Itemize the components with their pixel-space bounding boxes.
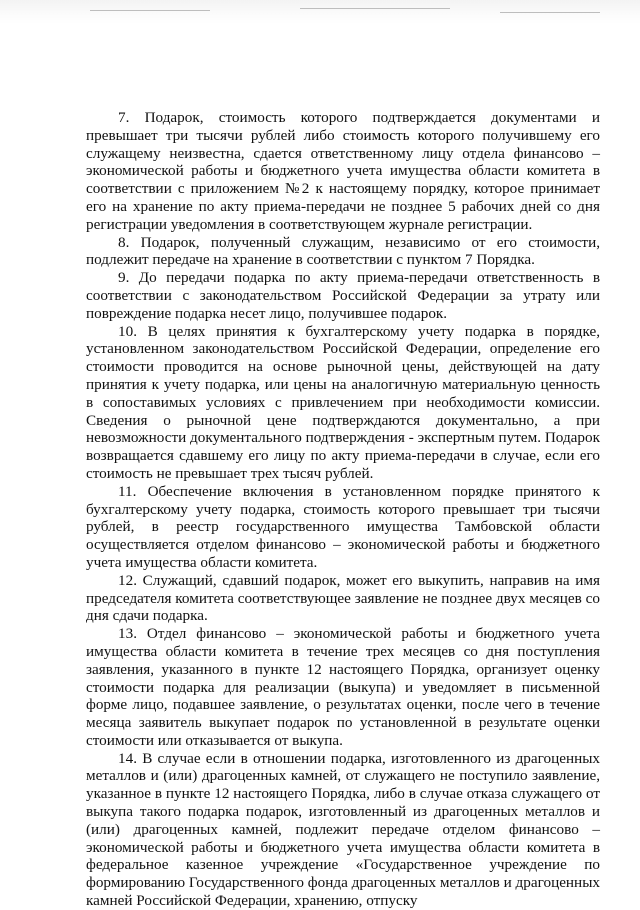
scan-edge-artifact	[0, 0, 640, 24]
paragraph-14: 14. В случае если в отношении подарка, изготовленного из драгоценных металлов и (или) драгоценных камней, от служащего не поступило заявление, указанное в пункте 12 настоящего Порядка, либо в случае отказа служащего от выкупа такого подарка подарок, изготовленный из драгоценных металлов и (или) драгоценных камней, подлежит передаче отделом финансово – экономической работы и бюджетного учета имущества области комитета в федеральное казенное учреждение «Государственное учреждение по формированию Государственного фонда драгоценных металлов и драгоценных камней Российской Федерации, хранению, отпуску	[86, 749, 600, 910]
paragraph-11: 11. Обеспечение включения в установленном порядке принятого к бухгалтерскому учету подарка, стоимость которого превышает три тысячи рублей, в реестр государственного имущества Тамбовской области осуществляется отделом финансово – экономической работы и бюджетного учета имущества области комитета.	[86, 482, 600, 571]
paragraph-13: 13. Отдел финансово – экономической работы и бюджетного учета имущества области комитета в течение трех месяцев со дня поступления заявления, указанного в пункте 12 настоящего Порядка, организует оценку стоимости подарка для реализации (выкупа) и уведомляет в письменной форме лицо, подавшее заявление, о результатах оценки, после чего в течение месяца заявитель выкупает подарок по установленной в результате оценки стоимости или отказывается от выкупа.	[86, 625, 600, 749]
scan-line-artifact	[500, 12, 600, 13]
document-page	[86, 109, 600, 910]
paragraph-7: 7. Подарок, стоимость которого подтверждается документами и превышает три тысячи рублей либо стоимость которого получившему его служащему неизвестна, сдается ответственному лицу отдела финансово – экономической работы и бюджетного учета имущества области комитета в соответствии с приложением №2 к настоящему порядку, которое принимает его на хранение по акту приема-передачи не позднее 5 рабочих дней со дня регистрации уведомления в соответствующем журнале регистрации.	[86, 109, 600, 233]
paragraph-8: 8. Подарок, полученный служащим, независимо от его стоимости, подлежит передаче на хранение в соответствии с пунктом 7 Порядка.	[86, 233, 600, 269]
scan-line-artifact	[300, 8, 450, 9]
paragraph-12: 12. Служащий, сдавший подарок, может его выкупить, направив на имя председателя комитета соответствующее заявление не позднее двух месяцев со дня сдачи подарка.	[86, 571, 600, 625]
paragraph-9: 9. До передачи подарка по акту приема-передачи ответственность в соответствии с законодательством Российской Федерации за утрату или повреждение подарка несет лицо, получившее подарок.	[86, 269, 600, 322]
scan-line-artifact	[90, 10, 210, 11]
paragraph-10: 10. В целях принятия к бухгалтерскому учету подарка в порядке, установленном законодательством Российской Федерации, определение его стоимости проводится на основе рыночной цены, действующей на дату принятия к учету подарка, или цены на аналогичную материальную ценность в сопоставимых условиях с привлечением при необходимости комиссии. Сведения о рыночной цене подтверждаются документально, а при невозможности документального подтверждения - экспертным путем. Подарок возвращается сдавшему его лицу по акту приема-передачи в случае, если его стоимость не превышает трех тысяч рублей.	[86, 322, 600, 482]
